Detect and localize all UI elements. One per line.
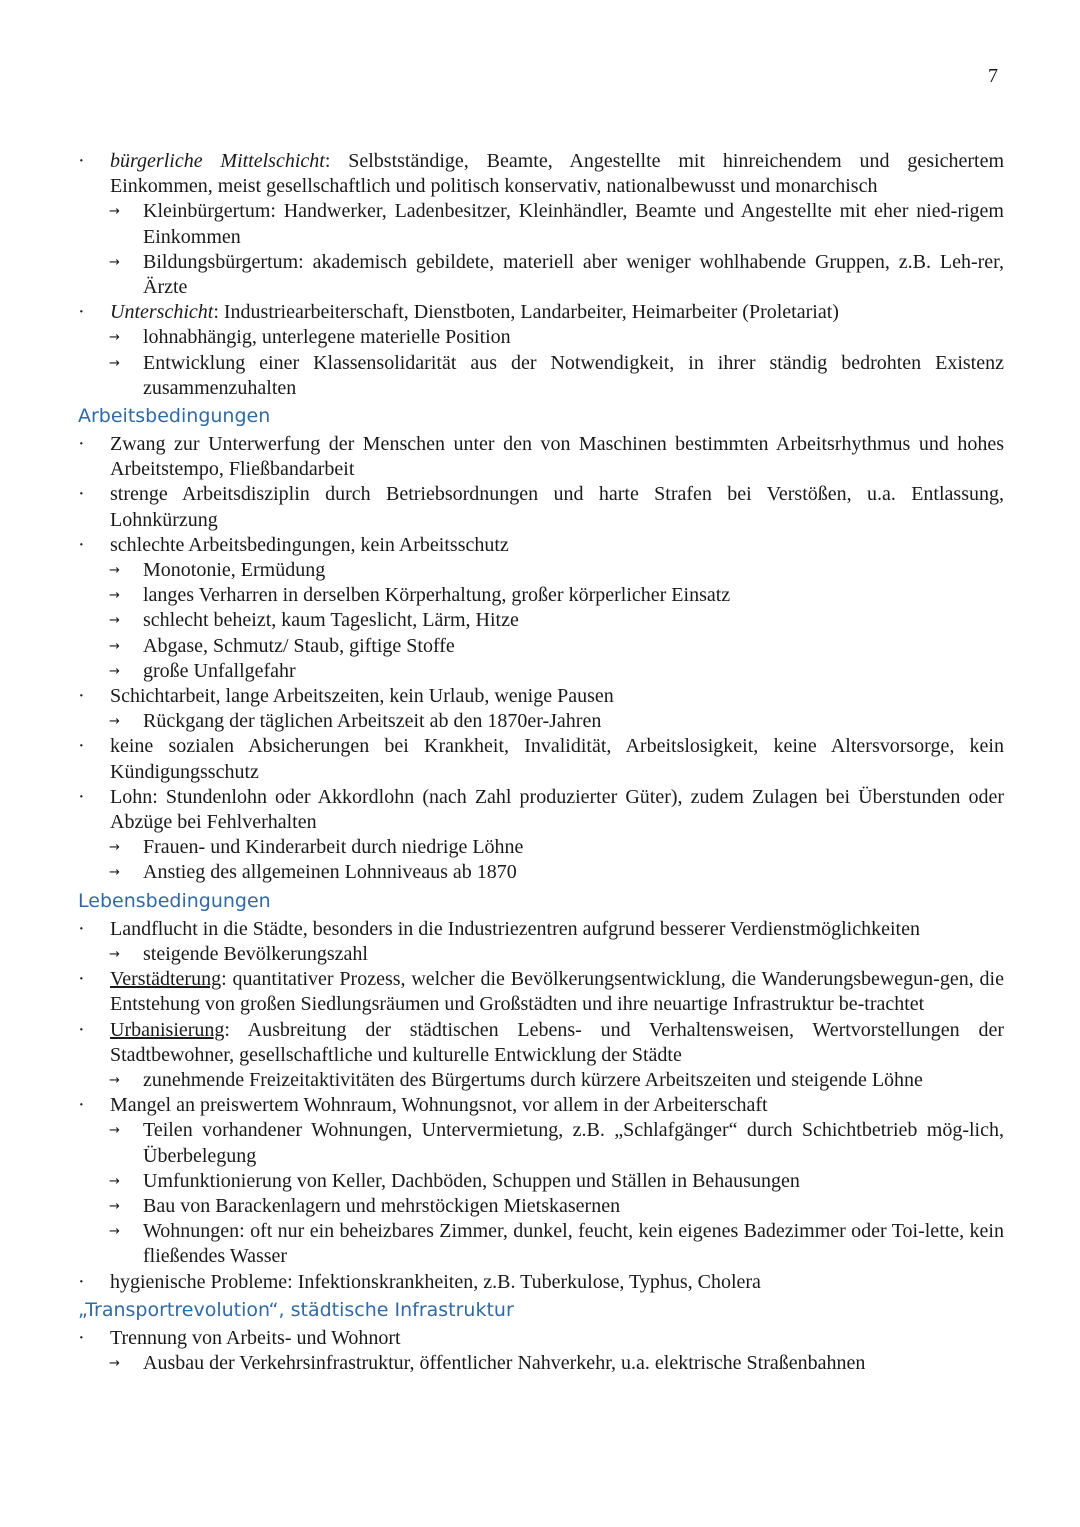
arrow-icon: → <box>109 254 120 270</box>
bullet-item <box>78 300 1004 325</box>
sub-item <box>78 199 1004 249</box>
item-text: Lohn: Stundenlohn oder Akkordlohn (nach Zahl produzierter Güter), zudem Zulagen bei Überstunden oder Abzüge bei Fehlverhalten <box>110 785 1004 834</box>
section-heading: Arbeitsbedingungen <box>78 405 271 428</box>
sub-item-text: Entwicklung einer Klassensolidarität aus der Notwendigkeit, in ihrer ständig bedrohten Existenz zusammenzuhalten <box>143 351 1004 399</box>
bullet-item <box>78 785 1004 835</box>
document-body <box>78 149 1004 1376</box>
sub-item <box>78 942 1004 967</box>
bullet-dot: · <box>78 968 85 991</box>
bullet-dot: · <box>78 483 85 506</box>
bullet-item <box>78 1018 1004 1068</box>
bullet-dot: · <box>78 785 85 808</box>
sub-item <box>78 1194 1004 1219</box>
bullet-item <box>78 1326 1004 1351</box>
item-term: bürgerliche Mittelschicht <box>110 150 325 172</box>
sub-item <box>78 1068 1004 1093</box>
sub-item-text: Monotonie, Ermüdung <box>143 559 326 582</box>
arrow-icon: → <box>109 946 120 962</box>
item-text: Landflucht in die Städte, besonders in die Industriezentren aufgrund besserer Verdienstmöglichkeiten <box>110 917 920 940</box>
bullet-dot: · <box>78 735 85 758</box>
item-term: Urbanisierung <box>110 1018 225 1041</box>
arrow-icon: → <box>109 588 120 604</box>
sub-item <box>78 1118 1004 1168</box>
bullet-dot: · <box>78 685 85 708</box>
arrow-icon: → <box>109 1355 120 1371</box>
arrow-icon: → <box>109 355 120 371</box>
arrow-icon: → <box>109 613 120 629</box>
sub-item-text: schlecht beheizt, kaum Tageslicht, Lärm, Hitze <box>143 609 519 632</box>
item-text: : quantitativer Prozess, welcher die Bevölkerungsentwicklung, die Wanderungsbewegun-gen, die Entstehung von großen Siedlungsräumen und Großstädten und ihre neuartige Infrastruktur be-trachtet <box>110 968 1004 1016</box>
page-number: 7 <box>988 65 998 87</box>
arrow-icon: → <box>109 663 120 679</box>
sub-item-text: Anstieg des allgemeinen Lohnniveaus ab 1870 <box>143 861 517 884</box>
arrow-icon: → <box>109 563 120 579</box>
sub-item-text: Kleinbürgertum: Handwerker, Ladenbesitzer, Kleinhändler, Beamte und Angestellte mit eher nied-rigem Einkommen <box>143 200 1004 248</box>
sub-item-text: Bau von Barackenlagern und mehrstöckigen Mietskasernen <box>143 1194 621 1217</box>
bullet-dot: · <box>78 1094 85 1117</box>
item-text: Trennung von Arbeits- und Wohnort <box>110 1326 401 1349</box>
bullet-dot: · <box>78 433 85 456</box>
bullet-dot: · <box>78 1018 85 1041</box>
sub-item-text: Frauen- und Kinderarbeit durch niedrige Löhne <box>143 836 524 859</box>
bullet-dot: · <box>78 1326 85 1349</box>
arrow-icon: → <box>109 1198 120 1214</box>
sub-item <box>78 351 1004 401</box>
bullet-dot: · <box>78 150 85 172</box>
sub-item-text: Teilen vorhandener Wohnungen, Untervermietung, z.B. „Schlafgänger“ durch Schichtbetrieb mög-lich, Überbelegung <box>143 1119 1004 1167</box>
arrow-icon: → <box>109 865 120 881</box>
bullet-item <box>78 533 1004 558</box>
sub-item <box>78 1219 1004 1269</box>
sub-item <box>78 1169 1004 1194</box>
sub-item-text: zunehmende Freizeitaktivitäten des Bürgertums durch kürzere Arbeitszeiten und steigende Löhne <box>143 1068 923 1091</box>
item-text: Zwang zur Unterwerfung der Menschen unter den von Maschinen bestimmten Arbeitsrhythmus und hohes Arbeitstempo, Fließbandarbeit <box>110 433 1004 481</box>
sub-item-text: Ausbau der Verkehrsinfrastruktur, öffentlicher Nahverkehr, u.a. elektrische Straßenbahnen <box>143 1351 866 1374</box>
arrow-icon: → <box>109 840 120 856</box>
sub-item <box>78 634 1004 659</box>
sub-item-text: Wohnungen: oft nur ein beheizbares Zimmer, dunkel, feucht, kein eigenes Badezimmer oder Toi-lette, kein fließendes Wasser <box>143 1220 1004 1268</box>
arrow-icon: → <box>109 714 120 730</box>
sub-item-text: Rückgang der täglichen Arbeitszeit ab den 1870er-Jahren <box>143 710 602 733</box>
item-text: : Selbstständige, Beamte, Angestellte mit hinreichendem und gesichertem Einkommen, meist gesellschaftlich und politisch konservativ, nationalbewusst und monarchisch <box>110 150 1005 198</box>
arrow-icon: → <box>109 638 120 654</box>
sub-item <box>78 250 1004 300</box>
section-heading: Lebensbedingungen <box>78 889 271 912</box>
arrow-icon: → <box>109 1123 120 1139</box>
bullet-item <box>78 432 1004 482</box>
sub-item-text: Bildungsbürgertum: akademisch gebildete, materiell aber weniger wohlhabende Gruppen, z.B. Leh-rer, Ärzte <box>143 250 1004 299</box>
bullet-item <box>78 1093 1004 1118</box>
sub-item <box>78 835 1004 860</box>
sub-item <box>78 558 1004 583</box>
sub-item-text: Umfunktionierung von Keller, Dachböden, Schuppen und Ställen in Behausungen <box>143 1169 800 1192</box>
item-text: keine sozialen Absicherungen bei Krankheit, Invalidität, Arbeitslosigkeit, keine Altersvorsorge, kein Kündigungsschutz <box>110 735 1004 783</box>
bullet-item <box>78 917 1004 942</box>
section-heading: „Transportrevolution“, städtische Infrastruktur <box>78 1298 514 1321</box>
sub-item <box>78 1351 1004 1376</box>
bullet-item <box>78 1270 1004 1295</box>
sub-item <box>78 325 1004 350</box>
arrow-icon: → <box>109 1224 120 1240</box>
bullet-dot: · <box>78 301 85 324</box>
bullet-item <box>78 684 1004 709</box>
arrow-icon: → <box>109 1072 120 1088</box>
sub-item-text: langes Verharren in derselben Körperhaltung, großer körperlicher Einsatz <box>143 584 731 607</box>
bullet-dot: · <box>78 917 85 940</box>
bullet-dot: · <box>78 533 85 556</box>
sub-item <box>78 583 1004 608</box>
sub-item <box>78 659 1004 684</box>
item-text: : Industriearbeiterschaft, Dienstboten, Landarbeiter, Heimarbeiter (Proletariat) <box>213 301 839 324</box>
item-text: : Ausbreitung der städtischen Lebens- und Verhaltensweisen, Wertvorstellungen der Stadtbewohner, gesellschaftliche und kulturelle Entwicklung der Städte <box>110 1018 1004 1066</box>
item-text: Schichtarbeit, lange Arbeitszeiten, kein Urlaub, wenige Pausen <box>110 685 614 708</box>
bullet-item <box>78 734 1004 784</box>
item-text: strenge Arbeitsdisziplin durch Betriebsordnungen und harte Strafen bei Verstößen, u.a. Entlassung, Lohnkürzung <box>110 483 1004 531</box>
bullet-item <box>78 482 1004 532</box>
item-term: Unterschicht <box>110 301 214 324</box>
sub-item <box>78 860 1004 885</box>
arrow-icon: → <box>109 330 120 346</box>
arrow-icon: → <box>109 204 120 220</box>
item-text: schlechte Arbeitsbedingungen, kein Arbeitsschutz <box>110 533 509 556</box>
item-term: Verstädterung <box>110 968 222 991</box>
sub-item <box>78 709 1004 734</box>
sub-item-text: lohnabhängig, unterlegene materielle Position <box>143 326 511 349</box>
bullet-dot: · <box>78 1270 85 1293</box>
sub-item-text: Abgase, Schmutz/ Staub, giftige Stoffe <box>143 634 455 657</box>
sub-item <box>78 608 1004 633</box>
arrow-icon: → <box>109 1173 120 1189</box>
item-text: hygienische Probleme: Infektionskrankheiten, z.B. Tuberkulose, Typhus, Cholera <box>110 1270 761 1293</box>
sub-item-text: steigende Bevölkerungszahl <box>143 942 368 965</box>
bullet-item <box>78 149 1004 199</box>
item-text: Mangel an preiswertem Wohnraum, Wohnungsnot, vor allem in der Arbeiterschaft <box>110 1094 768 1117</box>
bullet-item <box>78 967 1004 1017</box>
sub-item-text: große Unfallgefahr <box>143 659 296 682</box>
